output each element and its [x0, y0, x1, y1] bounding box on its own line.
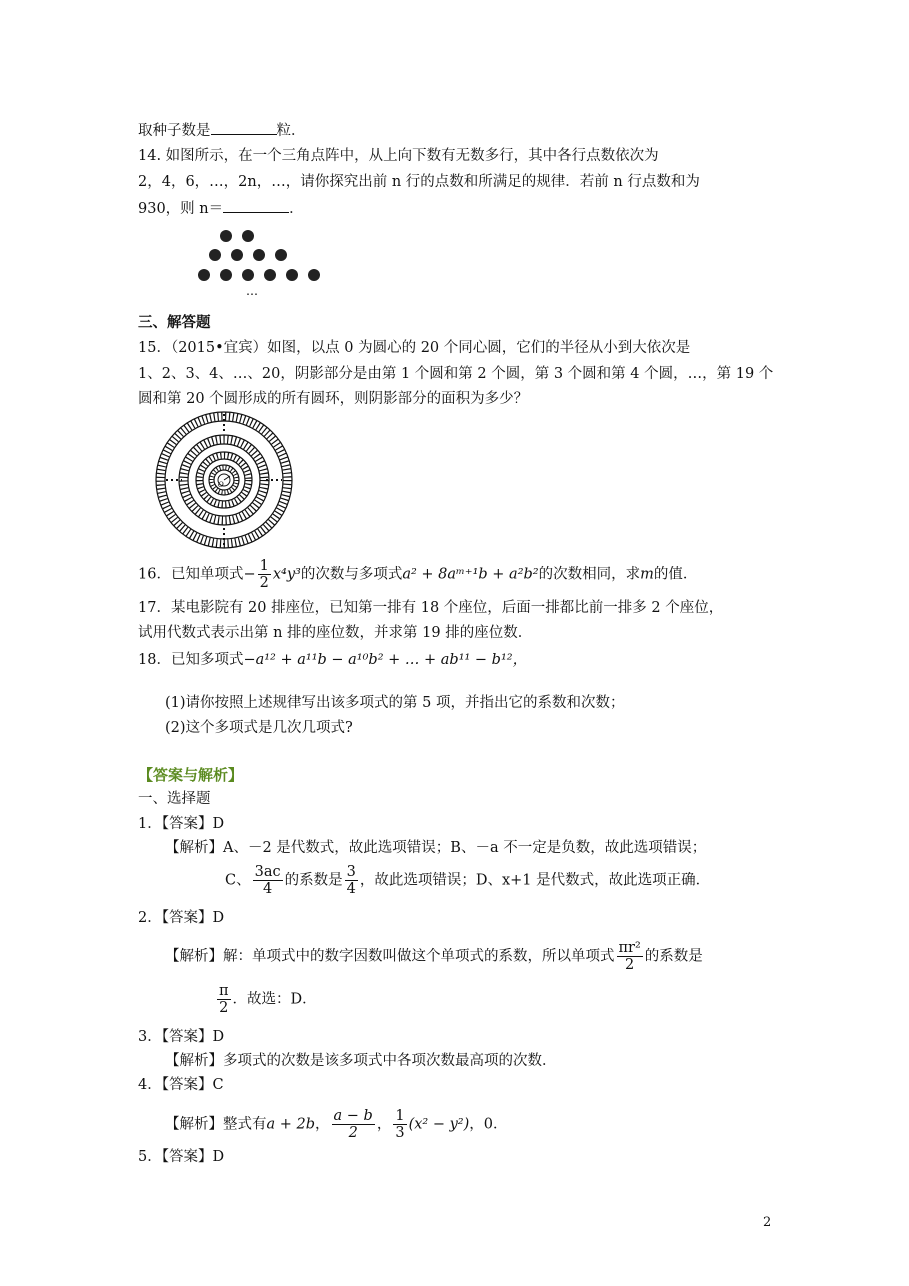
dot	[264, 269, 276, 281]
text: C、	[225, 872, 251, 889]
text: 16．已知单项式	[138, 566, 244, 583]
fraction-denominator: 3	[395, 1125, 405, 1141]
q17-line-2: 试用代数式表示出第 n 排的座位数，并求第 19 排的座位数．	[138, 625, 533, 641]
dot	[220, 269, 232, 281]
q15-line-1: 15．（2015•宜宾）如图，以点 0 为圆心的 20 个同心圆，它们的半径从小到大依次是	[138, 340, 691, 356]
text: 的系数是	[284, 872, 343, 889]
q15-line-2: 1、2、3、4、…、20，阴影部分是由第 1 个圆和第 2 个圆，第 3 个圆和第 4 个圆，…，第 19 个	[138, 366, 774, 382]
expression: (x² − y²)	[408, 1116, 470, 1133]
q16-line	[138, 558, 697, 591]
fraction-denominator: 2	[625, 957, 635, 973]
fraction-denominator: 2	[348, 1125, 358, 1141]
q17-line-1: 17．某电影院有 20 排座位，已知第一排有 18 个座位，后面一排都比前一排多 2 个座位，	[138, 600, 724, 616]
q14-line-2: 2，4，6，…，2n，…，请你探究出前 n 行的点数和所满足的规律．若前 n 行点数和为	[138, 174, 700, 190]
triangle-dot-array	[190, 225, 350, 300]
text: ．故选：D．	[232, 991, 317, 1008]
comma: ，	[376, 1116, 392, 1133]
dot	[242, 230, 254, 242]
text: ，0．	[469, 1116, 508, 1133]
q18-line	[138, 650, 527, 670]
answers-title: 【答案与解析】	[138, 766, 244, 784]
fraction	[617, 940, 643, 973]
fraction	[217, 983, 231, 1016]
fraction	[332, 1108, 375, 1141]
answer-2-explain	[165, 940, 703, 973]
text: 的系数是	[644, 948, 703, 965]
text: 930，则 n＝	[138, 201, 224, 217]
fraction-numerator: πr²	[618, 940, 641, 956]
answer-3-explain: 【解析】多项式的次数是该多项式中各项次数最高项的次数．	[165, 1053, 557, 1069]
text: 18．已知多项式	[138, 652, 244, 668]
radius-line	[224, 476, 230, 480]
answer-blank	[223, 198, 289, 213]
fraction-numerator: 1	[259, 558, 269, 574]
text: 的次数与多项式	[300, 566, 403, 583]
answer-2: 2．【答案】D	[138, 910, 225, 926]
text: ．	[289, 201, 304, 217]
monomial: x⁴y³	[272, 566, 301, 583]
answer-blank	[211, 120, 277, 135]
dot	[231, 249, 243, 261]
fraction-denominator: 4	[346, 881, 356, 897]
answer-5: 5．【答案】D	[138, 1149, 225, 1165]
answer-1: 1．【答案】D	[138, 816, 225, 832]
fraction-numerator: 3ac	[254, 864, 281, 880]
dot	[198, 269, 210, 281]
section-heading-3: 三、解答题	[138, 314, 211, 331]
fraction-numerator: 1	[395, 1108, 405, 1124]
answer-3: 3．【答案】D	[138, 1029, 225, 1045]
text: 的值．	[653, 566, 698, 583]
concentric-circles-figure	[154, 410, 294, 550]
text: ，故此选项错误；D、x+1 是代数式，故此选项正确．	[359, 872, 711, 889]
fraction	[253, 864, 283, 897]
fraction	[345, 864, 358, 897]
dot	[275, 249, 287, 261]
text: 的次数相同，求	[538, 566, 641, 583]
variable-m: m	[640, 566, 654, 583]
q18-sub-2: (2)这个多项式是几次几项式?	[165, 720, 353, 736]
comma: ，	[315, 1116, 330, 1133]
dots	[198, 230, 320, 281]
fraction-denominator: 4	[262, 881, 273, 897]
fraction-numerator: π	[219, 983, 229, 999]
expression: a + 2b	[266, 1116, 316, 1133]
text: 【解析】整式有	[165, 1116, 267, 1133]
fraction-numerator: 3	[346, 864, 356, 880]
answer-4: 4．【答案】C	[138, 1077, 224, 1093]
answer-1-explain-b	[225, 864, 710, 897]
fraction	[393, 1108, 406, 1141]
answer-1-explain-a: 【解析】A、－2 是代数式，故此选项错误；B、－a 不一定是负数，故此选项错误；	[165, 840, 707, 856]
text: 取种子数是	[138, 123, 211, 139]
polynomial: a² + 8aᵐ⁺¹b + a²b²	[402, 566, 539, 583]
dot	[242, 269, 254, 281]
q15-line-3: 圆和第 20 个圆形成的所有圆环，则阴影部分的面积为多少？	[138, 391, 529, 407]
dot	[286, 269, 298, 281]
q14-line-3	[138, 198, 304, 219]
text: 粒．	[276, 123, 306, 139]
page-number: 2	[763, 1215, 772, 1230]
fraction-numerator: a − b	[333, 1108, 373, 1124]
dot	[220, 230, 232, 242]
minus-sign: −	[243, 566, 256, 583]
q18-sub-1: (1)请你按照上述规律写出该多项式的第 5 项，并指出它的系数和次数；	[165, 695, 625, 711]
polynomial: −a¹² + a¹¹b − a¹⁰b² + … + ab¹¹ − b¹²，	[243, 652, 528, 668]
fraction-denominator: 2	[259, 575, 269, 591]
line-seeds	[138, 120, 306, 141]
dots-ellipsis: …	[246, 284, 258, 298]
dot	[308, 269, 320, 281]
dot	[253, 249, 265, 261]
fraction-denominator: 2	[219, 1000, 229, 1016]
text: 【解析】解：单项式中的数字因数叫做这个单项式的系数，所以单项式	[165, 948, 615, 965]
fraction	[258, 558, 271, 591]
part-1-heading: 一、选择题	[138, 791, 211, 807]
answer-2-explain-b	[215, 983, 317, 1016]
q14-line-1: 14. 如图所示，在一个三角点阵中，从上向下数有无数多行，其中各行点数依次为	[138, 148, 659, 164]
answer-4-explain	[165, 1108, 507, 1141]
dot	[209, 249, 221, 261]
center-label: O	[218, 481, 224, 489]
